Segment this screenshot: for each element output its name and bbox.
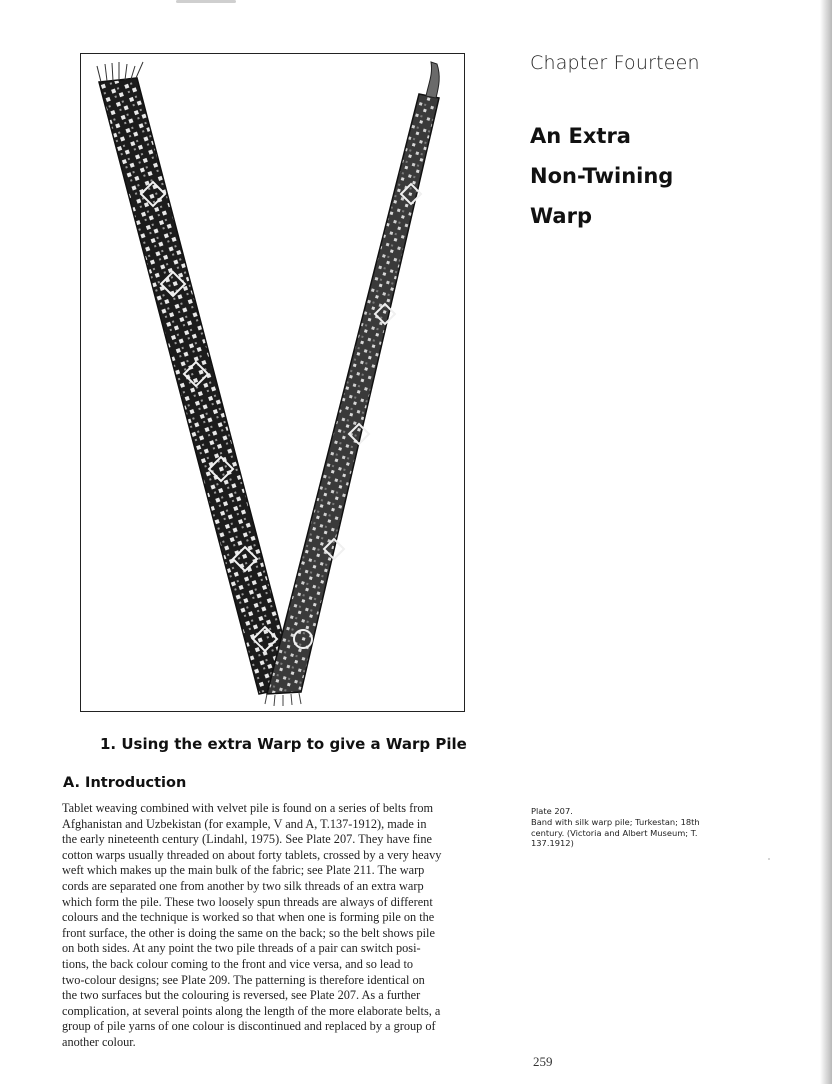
chapter-label: Chapter Fourteen xyxy=(530,52,700,74)
subsection-heading: A. Introduction xyxy=(63,775,187,791)
paragraph-line: the two surfaces but the colouring is reversed, see Plate 207. As a further xyxy=(62,988,421,1003)
paragraph-line: the early nineteenth century (Lindahl, 1975). See Plate 207. They have fine xyxy=(62,832,432,847)
chapter-title-line: Non-Twining xyxy=(530,164,674,188)
paragraph-line: tions, the back colour coming to the front and vice versa, and so lead to xyxy=(62,956,414,971)
paragraph-line: two-colour designs; see Plate 209. The patterning is therefore identical on xyxy=(62,972,425,987)
paragraph-line: cotton warps usually threaded on about forty tablets, crossed by a very heavy xyxy=(62,847,442,862)
paragraph-line: cords are separated one from another by two silk threads of an extra warp xyxy=(62,878,424,893)
paragraph-line: complication, at several points along the length of the more elaborate belts, a xyxy=(62,1003,441,1018)
caption-line: Band with silk warp pile; Turkestan; 18th xyxy=(531,816,700,827)
scan-mark xyxy=(176,0,236,3)
page-edge-shadow xyxy=(820,0,832,1084)
caption-line: 137.1912) xyxy=(531,838,574,849)
paragraph-line: Afghanistan and Uzbekistan (for example, V and A, T.137-1912), made in xyxy=(62,816,427,831)
paragraph-line: weft which makes up the main bulk of the fabric; see Plate 211. The warp xyxy=(62,863,425,878)
caption-line: century. (Victoria and Albert Museum; T. xyxy=(531,827,698,838)
page-number: 259 xyxy=(533,1054,553,1069)
paragraph-line: group of pile yarns of one colour is discontinued and replaced by a group of xyxy=(62,1019,436,1034)
woven-band-illustration xyxy=(81,54,464,711)
plate-207-image xyxy=(80,53,465,712)
plate-caption xyxy=(531,806,746,849)
paragraph-line: another colour. xyxy=(62,1034,136,1049)
paragraph-line: front surface, the other is doing the same on the back; so the belt shows pile xyxy=(62,925,435,940)
caption-line: Plate 207. xyxy=(531,806,573,816)
section-heading: 1. Using the extra Warp to give a Warp Pile xyxy=(100,735,467,753)
paragraph-line: colours and the technique is worked so that when one is forming pile on the xyxy=(62,910,435,925)
introduction-paragraph xyxy=(62,801,492,1051)
chapter-title xyxy=(530,116,780,236)
paragraph-line: on both sides. At any point the two pile threads of a pair can switch posi- xyxy=(62,941,421,956)
scan-speck xyxy=(768,858,770,860)
paragraph-line: which form the pile. These two loosely spun threads are always of different xyxy=(62,894,433,909)
chapter-title-line: Warp xyxy=(530,204,592,228)
chapter-title-line: An Extra xyxy=(530,124,631,148)
paragraph-line: Tablet weaving combined with velvet pile is found on a series of belts from xyxy=(62,801,434,815)
